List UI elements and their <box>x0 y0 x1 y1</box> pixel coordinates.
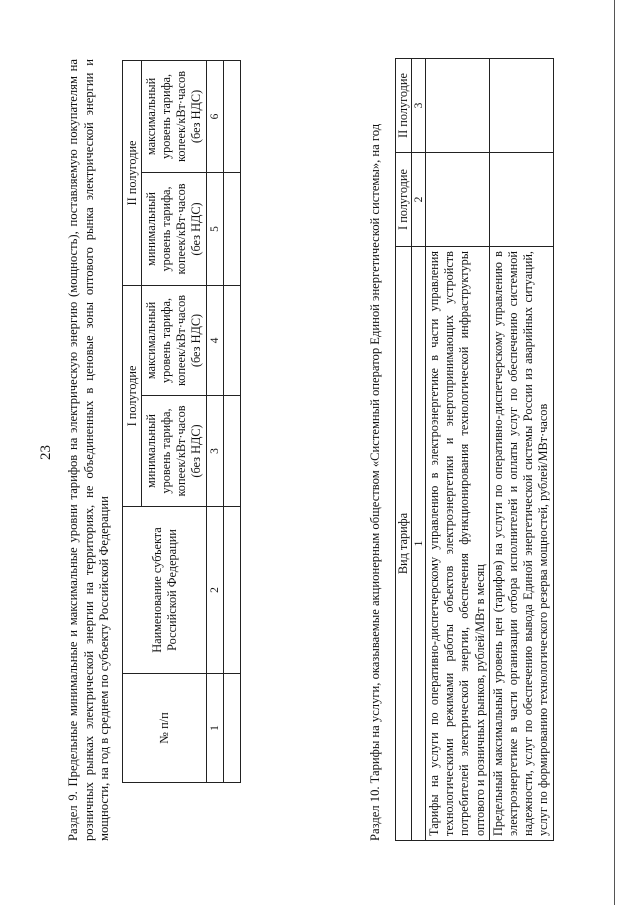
column-number: 6 <box>207 60 224 172</box>
empty-cell <box>426 153 490 247</box>
header-half-2: II полугодие <box>123 60 142 285</box>
page-number: 23 <box>38 445 54 460</box>
header-h1-min: минимальный уровень тарифа, копеек/кВт·часов (без НДС) <box>142 396 207 507</box>
column-number: 2 <box>412 153 426 247</box>
tariff-row-description: Предельный максимальный уровень цен (тарифов) на услуги по оперативно-диспетчерскому управлению в электроэнергетике в части организации отбора исполнителей и оплаты услуг по обеспечению системной надежности, услуг по обеспечению вывода Единой энергетической системы России из аварийных ситуаций, услуг по формированию технологического резерва мощностей, рублей/МВт·часов <box>489 247 553 841</box>
section-10-table <box>395 58 554 841</box>
header-tariff-type: Вид тарифа <box>396 247 412 841</box>
header-half-2: II полугодие <box>396 59 412 153</box>
header-half-1: I полугодие <box>396 153 412 247</box>
header-number: № п/п <box>123 674 207 783</box>
section-10-heading: Раздел 10. Тарифы на услуги, оказываемые акционерным обществом «Системный оператор Единой энергетической системы», на год <box>368 123 382 841</box>
column-number: 3 <box>412 59 426 153</box>
section-9-heading: Раздел 9. Предельные минимальные и максимальные уровни тарифов на электрическую энергию (мощность), поставляемую покупателям на розничных рынках электрической энергии на территориях, не объединенных в ценовые зоны оптового рынка электрической энергии и мощности, на год в среднем по субъекту Российской Федерации <box>66 59 111 841</box>
column-number: 5 <box>207 172 224 285</box>
empty-cell <box>489 153 553 247</box>
header-half-1: I полугодие <box>123 285 142 506</box>
header-subject: Наименование субъекта Российской Федерации <box>123 507 207 674</box>
column-number: 1 <box>412 247 426 841</box>
empty-cell <box>489 59 553 153</box>
empty-cell <box>426 59 490 153</box>
empty-cell <box>224 60 241 172</box>
tariff-row-description: Тарифы на услуги по оперативно-диспетчерскому управлению в электроэнергетике в части управления технологическими режимами работы объектов электроэнергетики и энергопринимающих устройств потребителей электрической энергии, обеспечения функционирования технологической инфраструктуры оптового и розничных рынков, рублей/МВт в месяц <box>426 247 490 841</box>
column-number: 4 <box>207 285 224 395</box>
header-h2-min: минимальный уровень тарифа, копеек/кВт·часов (без НДС) <box>142 172 207 285</box>
empty-cell <box>224 674 241 783</box>
empty-cell <box>224 507 241 674</box>
empty-cell <box>224 396 241 507</box>
header-h2-max: максимальный уровень тарифа, копеек/кВт·часов (без НДС) <box>142 60 207 172</box>
column-number: 2 <box>207 507 224 674</box>
column-number: 3 <box>207 396 224 507</box>
empty-cell <box>224 285 241 395</box>
column-number: 1 <box>207 674 224 783</box>
header-h1-max: максимальный уровень тарифа, копеек/кВт·часов (без НДС) <box>142 285 207 395</box>
section-9-table <box>122 60 241 783</box>
empty-cell <box>224 172 241 285</box>
